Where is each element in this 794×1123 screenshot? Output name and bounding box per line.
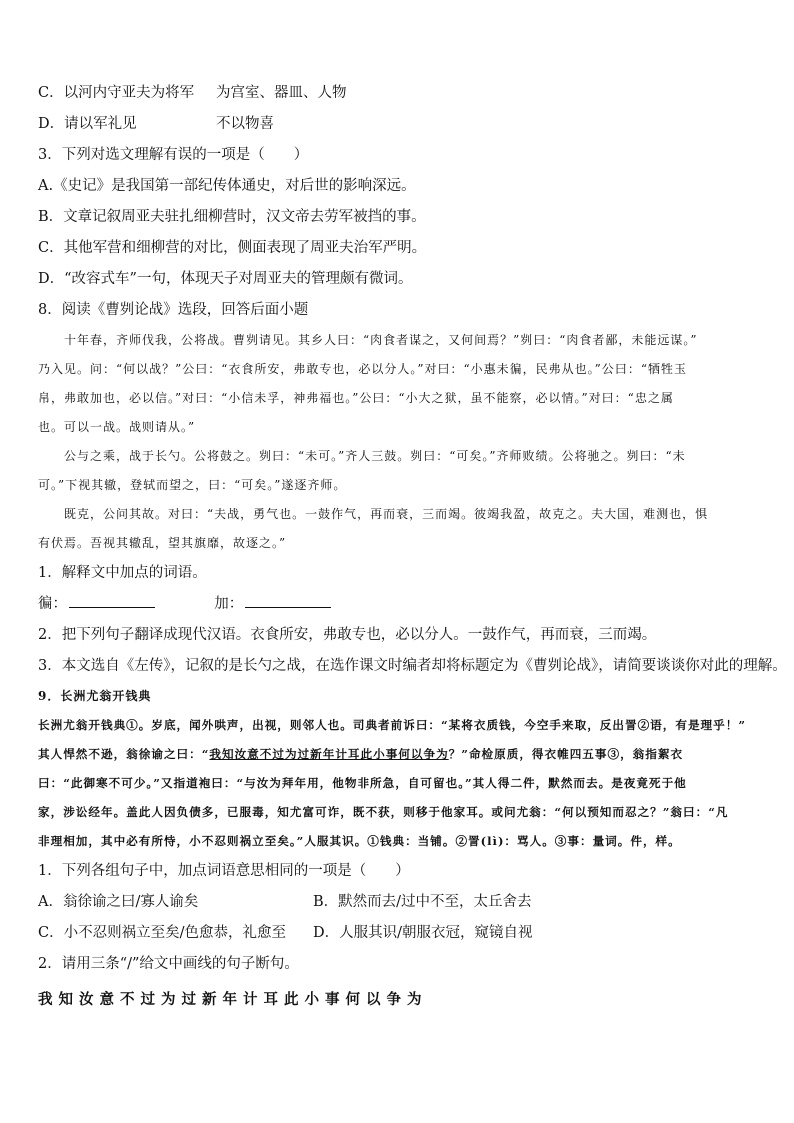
blank-label-bian: 徧：	[38, 596, 67, 612]
option-c	[38, 78, 763, 109]
passage-line: 十年春，齐师伐我，公将战。曹刿请见。其乡人曰：“肉食者谋之，又何间焉？”刿曰：“肉食者鄙，未能远谋。”	[64, 333, 698, 347]
q8-sub2: 2．把下列句子翻译成现代汉语。衣食所安，弗敢专也，必以分人。一鼓作气，再而衰，三而竭。	[38, 627, 657, 643]
passage-text: 其人悍然不逊，翁徐谕之曰：“	[38, 747, 210, 761]
option-d	[38, 109, 763, 140]
passage-line: 非理相加，其中必有所恃，小不忍则祸立至矣。”人服其识。①钱典：当铺。②詈(lì)：骂人。③事：量词。件，样。	[38, 834, 681, 848]
q9-options-ab	[38, 887, 763, 918]
q8-sub1-blanks	[38, 589, 763, 620]
q9-option-d: D．人服其识/朝服衣冠，窥镜自视	[313, 925, 533, 941]
passage-text: ？”命检原质，得衣帷四五事③，翁指絮衣	[448, 747, 684, 761]
underlined-sentence: 我知汝意不过为过新年计耳此小事何以争为	[209, 747, 449, 761]
passage-line	[38, 740, 763, 769]
passage-line: 既克，公问其故。对曰：“夫战，勇气也。一鼓作气，再而衰，三而竭。彼竭我盈，故克之。夫大国，难测也，惧	[64, 507, 709, 521]
passage-line: 曰：“此御寒不可少。”又指道袍曰：“与汝为拜年用，他物非所急，自可留也。”其人得二件，默然而去。是夜竟死于他	[38, 776, 687, 790]
q9-option-b: B．默然而去/过中不至，太丘舍去	[313, 894, 532, 910]
q8-sub3: 3．本文选自《左传》，记叙的是长勺之战，在选作课文时编者却将标题定为《曹刿论战》，请简要谈谈你对此的理解。	[38, 658, 787, 674]
option-c-right: 为宫室、器皿、人物	[216, 85, 347, 101]
blank-label-jia: 加：	[214, 596, 244, 612]
passage-line: 家，涉讼经年。盖此人因负债多，已服毒，知尤富可诈，既不获，则移于他家耳。或问尤翁：“何以预知而忍之？”翁曰：“凡	[38, 805, 729, 819]
option-d-right: 不以物喜	[216, 116, 274, 132]
q3-option-d: D．“改容式车”一句，体现天子对周亚夫的管理颇有微词。	[38, 271, 413, 287]
passage-line: 公与之乘，战于长勺。公将鼓之。刿曰：“未可。”齐人三鼓。刿曰：“可矣。”齐师败绩。公将驰之。刿曰：“未	[64, 449, 686, 463]
passage-line: 也。可以一战。战则请从。”	[38, 420, 196, 434]
option-d-left: D．请以军礼见	[38, 116, 137, 132]
q8-sub1: 1．解释文中加点的词语。	[38, 565, 207, 581]
passage-line: 长洲尤翁开钱典①。岁底，闻外哄声，出视，则邻人也。司典者前诉曰：“某将衣质钱，今空手来取，反出詈②语，有是理乎！”	[38, 718, 746, 732]
q9-sub2: 2．请用三条“/”给文中画线的句子断句。	[38, 956, 299, 972]
q9-option-c: C．小不忍则祸立至矣/色愈恭，礼愈至	[38, 925, 286, 941]
q3-option-a: A.《史记》是我国第一部纪传体通史，对后世的影响深远。	[38, 178, 416, 194]
passage-line: 可。”下视其辙，登轼而望之，曰：“可矣。”遂逐齐师。	[38, 478, 347, 492]
q8-title: 8．阅读《曹刿论战》选段，回答后面小题	[38, 302, 309, 318]
option-c-left: C．以河内守亚夫为将军	[38, 85, 195, 101]
q3-stem: 3．下列对选文理解有误的一项是（ ）	[38, 147, 309, 163]
q3-option-b: B．文章记叙周亚夫驻扎细柳营时，汉文帝去劳军被挡的事。	[38, 209, 426, 225]
passage-line: 帛，弗敢加也，必以信。”对曰：“小信未孚，神弗福也。”公曰：“小大之狱，虽不能察，必以情。”对曰：“忠之属	[38, 391, 674, 405]
sentence-to-punctuate: 我知汝意不过为过新年计耳此小事何以争为	[38, 991, 428, 1008]
q9-title: 9．长洲尤翁开钱典	[38, 689, 152, 703]
answer-blank[interactable]	[245, 593, 331, 608]
exam-page	[38, 78, 787, 1020]
passage-line: 有伏焉。吾视其辙乱，望其旗靡，故逐之。”	[38, 536, 287, 550]
q3-option-c: C．其他军营和细柳营的对比，侧面表现了周亚夫治军严明。	[38, 240, 427, 256]
answer-blank[interactable]	[69, 593, 155, 608]
q9-sub1: 1．下列各组句子中，加点词语意思相同的一项是（ ）	[38, 863, 410, 879]
q9-options-cd	[38, 918, 763, 949]
q9-option-a: A．翁徐谕之曰/寡人谕矣	[38, 894, 199, 910]
passage-line: 乃入见。问：“何以战？”公曰：“衣食所安，弗敢专也，必以分人。”对曰：“小惠未徧，民弗从也。”公曰：“牺牲玉	[38, 362, 687, 376]
